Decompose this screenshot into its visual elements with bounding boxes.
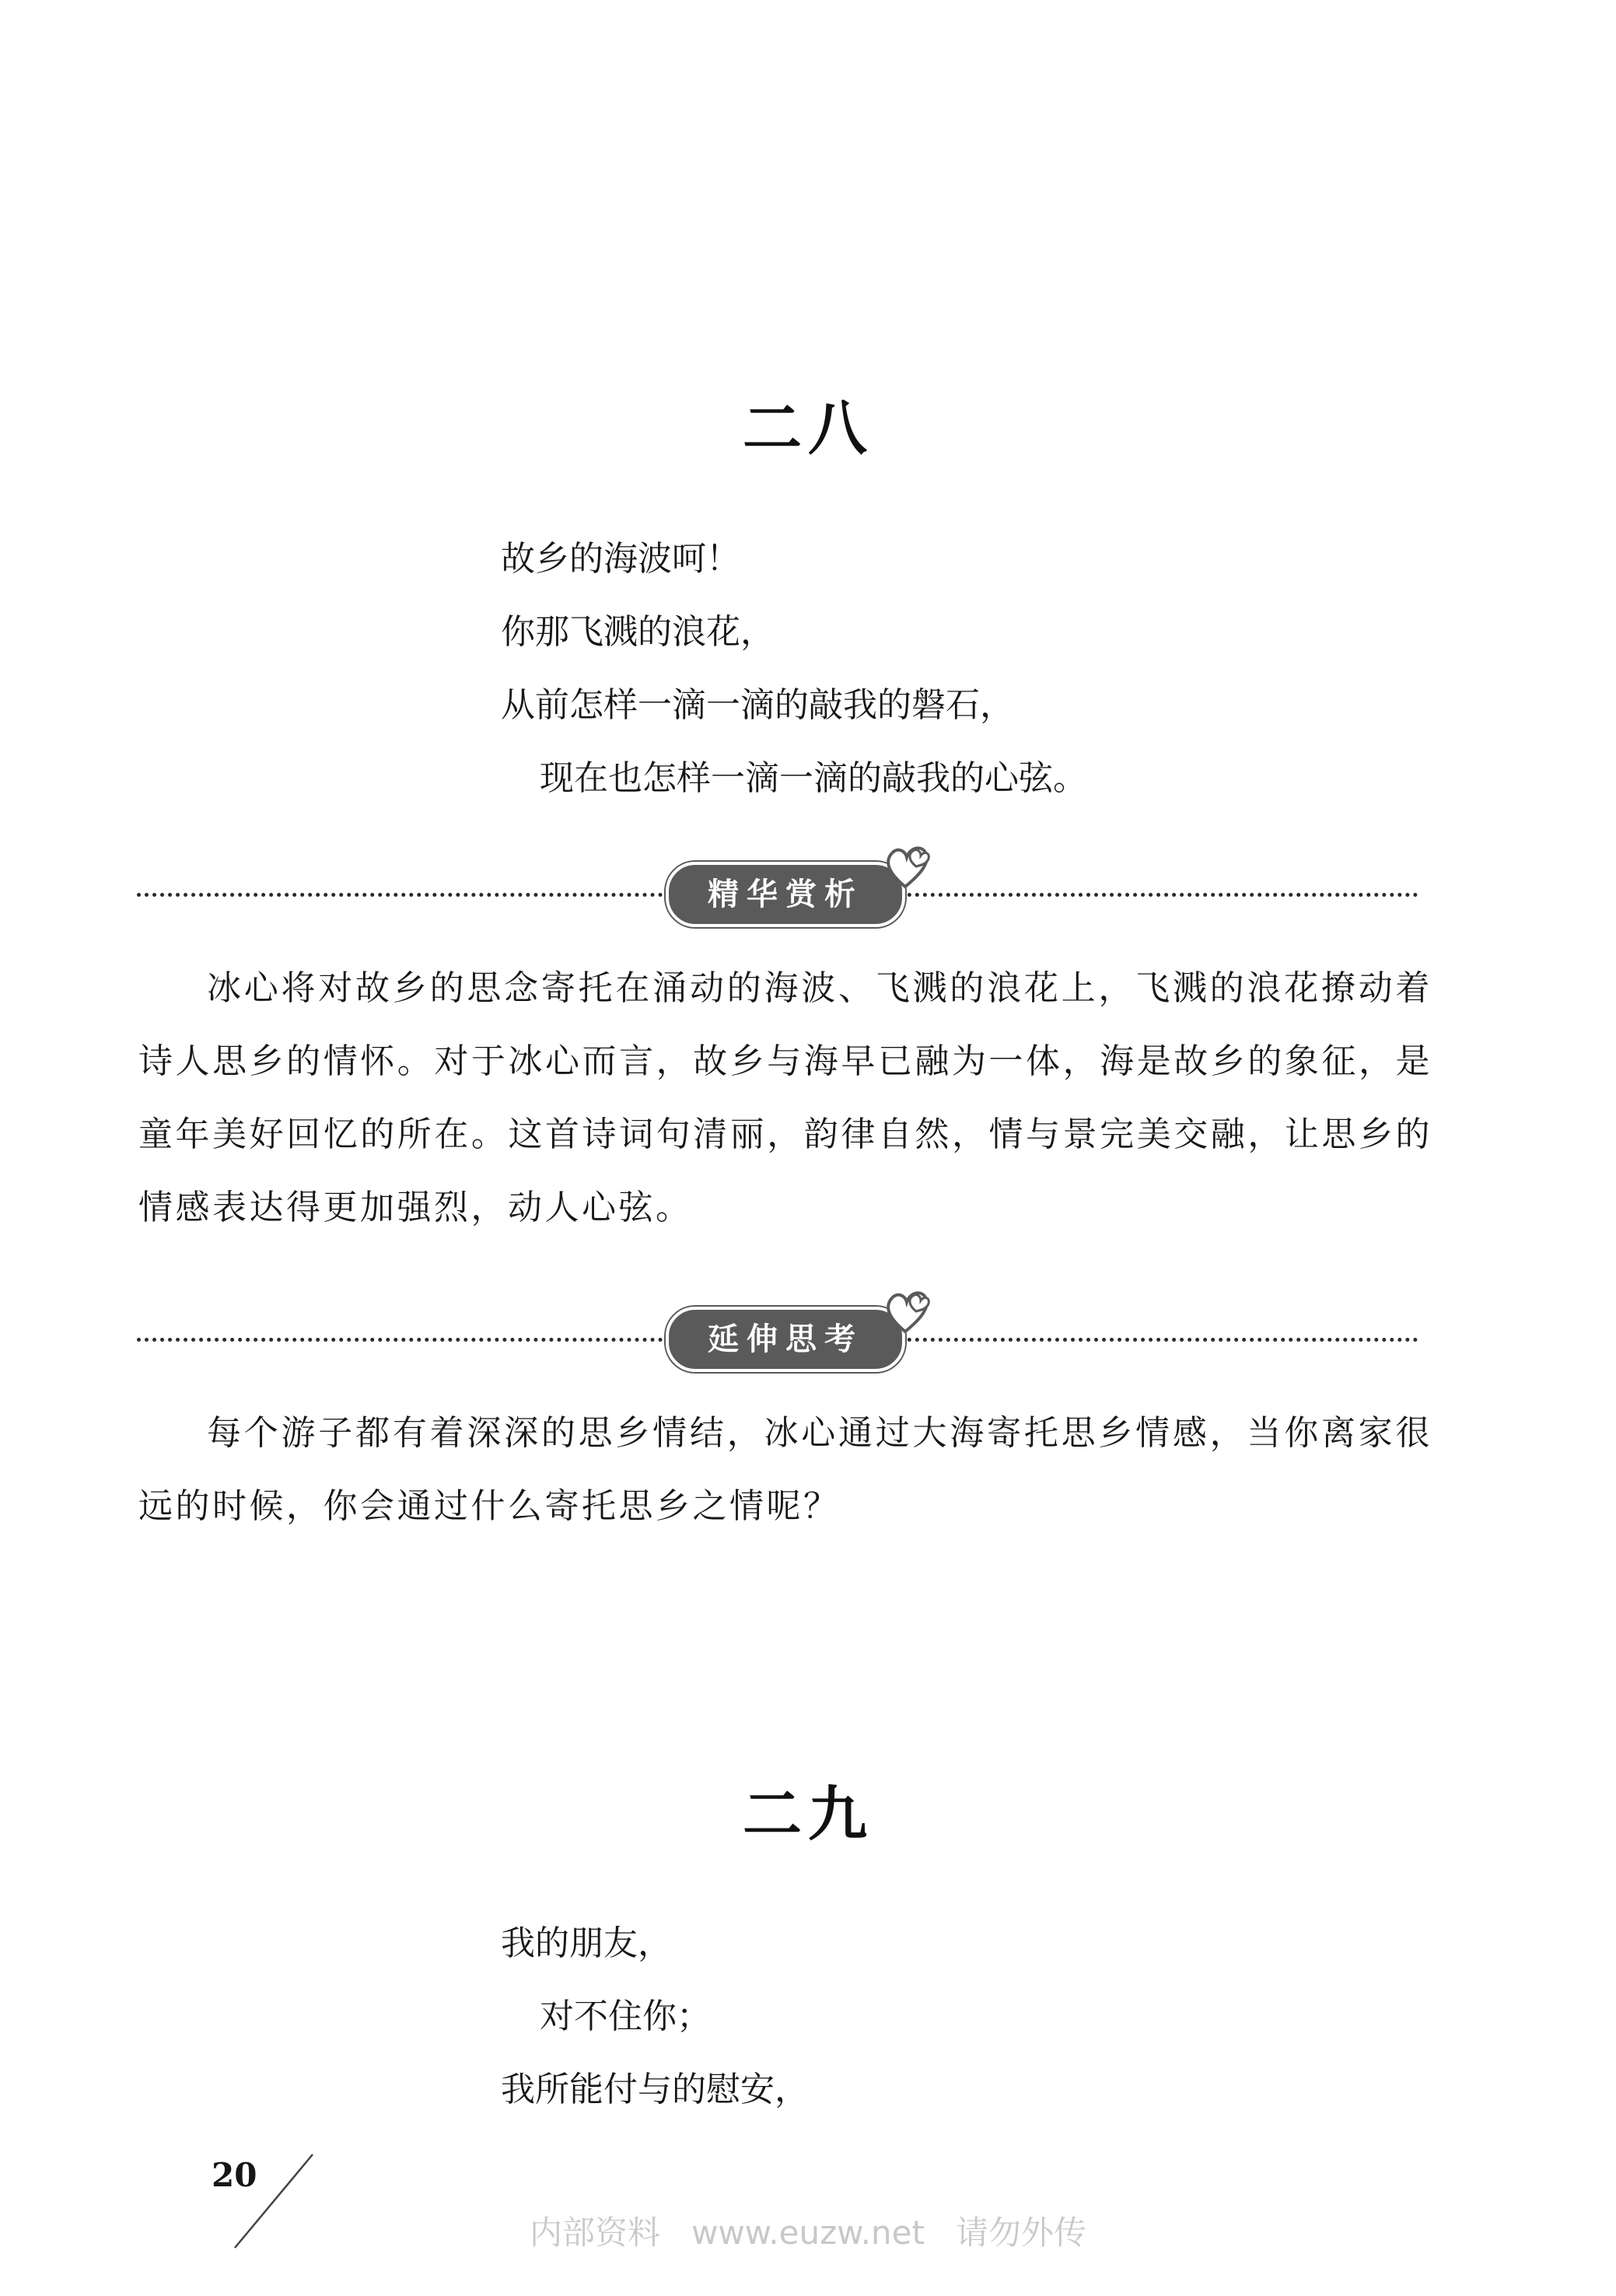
poem-line: 我的朋友， [501,1923,672,1963]
appreciation-divider [137,862,1418,924]
poem [501,523,1087,815]
section-number: 二八 [743,394,873,463]
thinking-divider [137,1307,1418,1369]
poem-line: 现在也怎样一滴一滴的敲我的心弦。 [540,758,1087,798]
appreciation-label: 精华赏析 [666,862,905,927]
page-number: 20 [212,2156,257,2194]
heart-icon [882,1283,936,1338]
section-number: 二九 [743,1780,873,1849]
heart-icon [882,838,936,893]
poem-line: 从前怎样一滴一滴的敲我的磐石， [501,685,1014,725]
watermark: 内部资料 www.euzw.net 请勿外传 [530,2214,1086,2252]
poem [501,1907,809,2126]
appreciation-text: 冰心将对故乡的思念寄托在涌动的海波、飞溅的浪花上，飞溅的浪花撩动着诗人思乡的情怀。对于冰心而言，故乡与海早已融为一体，海是故乡的象征，是童年美好回忆的所在。这首诗词句清丽，韵律自然，情与景完美交融，让思乡的情感表达得更加强烈，动人心弦。 [138,968,1432,1227]
thinking-text: 每个游子都有着深深的思乡情结，冰心通过大海寄托思乡情感，当你离家很远的时候，你会通过什么寄托思乡之情呢？ [138,1413,1432,1526]
poem-line: 我所能付与的慰安， [501,2070,809,2109]
poem-line: 你那飞溅的浪花， [501,612,775,652]
thinking-label: 延伸思考 [666,1307,905,1372]
poem-line: 对不住你； [540,1997,711,2036]
poem-line: 故乡的海波呵！ [501,539,740,579]
